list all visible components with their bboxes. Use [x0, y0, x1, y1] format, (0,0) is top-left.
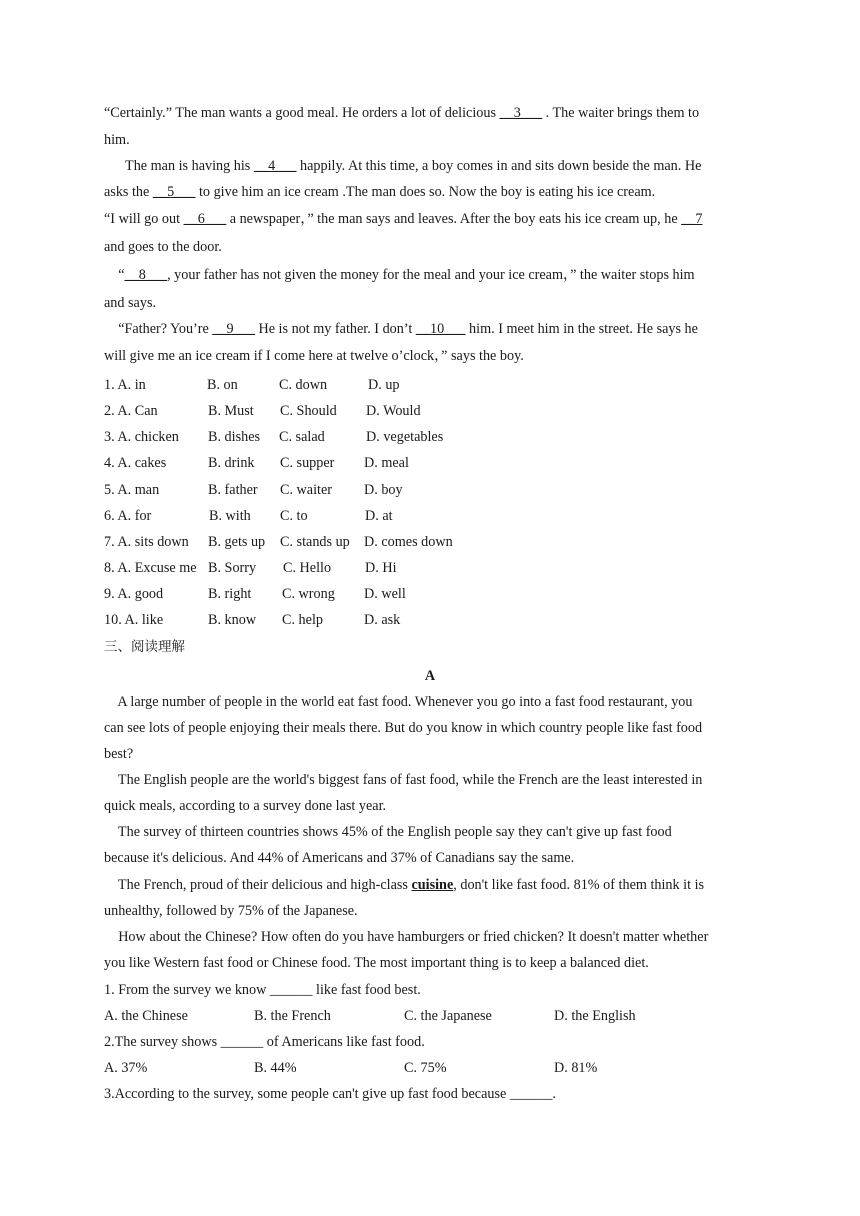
q1-d: D. up — [368, 377, 400, 393]
q2-b: B. Must — [208, 403, 254, 419]
passage-line-9: unhealthy, followed by 75% of the Japanese. — [104, 903, 358, 919]
cuisine-word: cuisine — [411, 877, 454, 893]
q4-d: D. meal — [364, 455, 409, 471]
q2-d: D. Would — [366, 403, 421, 419]
blank-7: __7 — [681, 211, 703, 227]
blank-4: __4___ — [253, 158, 297, 174]
q8-c: C. Hello — [283, 560, 332, 576]
q1-num: 1. A. in — [104, 377, 146, 393]
cloze-line-2: him. — [104, 132, 130, 148]
reading-q2-a: A. 37% — [104, 1060, 148, 1076]
q2-c: C. Should — [280, 403, 337, 419]
cloze-line-10: will give me an ice cream if I come here at twelve o’clock，” says the boy. — [104, 348, 524, 364]
cloze-line-4: asks the __5___ to give him an ice cream .The man does so. Now the boy is eating his ice cream. — [104, 184, 656, 200]
reading-q1-d: D. the English — [554, 1008, 636, 1024]
q8-b: B. Sorry — [208, 560, 257, 576]
q5-c: C. waiter — [280, 482, 333, 498]
reading-q2-b: B. 44% — [254, 1060, 297, 1076]
q3-b: B. dishes — [208, 429, 261, 445]
cloze-line-7: “__8___, your father has not given the money for the meal and your ice cream，” the waiter stops him — [104, 267, 695, 283]
passage-line-6: The survey of thirteen countries shows 45% of the English people say they can't give up fast food — [104, 824, 672, 840]
q10-d: D. ask — [364, 612, 401, 628]
cloze-line-3: The man is having his __4___ happily. At this time, a boy comes in and sits down beside the man. He — [104, 158, 702, 174]
reading-q2-d: D. 81% — [554, 1060, 598, 1076]
q5-d: D. boy — [364, 482, 403, 498]
blank-3: __3___ — [499, 105, 543, 121]
q2-num: 2. A. Can — [104, 403, 158, 419]
q7-b: B. gets up — [208, 534, 266, 550]
reading-q3: 3.According to the survey, some people can't give up fast food because ______. — [104, 1086, 556, 1102]
passage-line-2: can see lots of people enjoying their meals there. But do you know in which country people like fast food — [104, 720, 703, 736]
reading-q2: 2.The survey shows ______ of Americans like fast food. — [104, 1034, 425, 1050]
q9-c: C. wrong — [282, 586, 335, 602]
q10-c: C. help — [282, 612, 323, 628]
q9-b: B. right — [208, 586, 252, 602]
q3-num: 3. A. chicken — [104, 429, 179, 445]
q6-d: D. at — [365, 508, 393, 524]
passage-label: A — [424, 668, 436, 684]
passage-line-11: you like Western fast food or Chinese food. The most important thing is to keep a balanced diet. — [104, 955, 649, 971]
reading-q1: 1. From the survey we know ______ like fast food best. — [104, 982, 421, 998]
reading-q1-b: B. the French — [254, 1008, 331, 1024]
q10-b: B. know — [208, 612, 257, 628]
cloze-line-9: “Father? You’re __9___ He is not my father. I don’t __10___ him. I meet him in the street. He says he — [104, 321, 698, 337]
passage-line-1: A large number of people in the world eat fast food. Whenever you go into a fast food restaurant, you — [104, 694, 693, 710]
q9-num: 9. A. good — [104, 586, 164, 602]
passage-line-10: How about the Chinese? How often do you have hamburgers or fried chicken? It doesn't matter whether — [104, 929, 709, 945]
q7-d: D. comes down — [364, 534, 453, 550]
q5-b: B. father — [208, 482, 258, 498]
cloze-line-8: and says. — [104, 295, 157, 311]
reading-q1-c: C. the Japanese — [404, 1008, 492, 1024]
cloze-line-1: “Certainly.” The man wants a good meal. He orders a lot of delicious __3___ . The waiter brings them to — [104, 105, 700, 121]
blank-8: __8___ — [124, 267, 168, 283]
q5-num: 5. A. man — [104, 482, 160, 498]
passage-line-3: best? — [104, 746, 134, 762]
cloze-line-6: and goes to the door. — [104, 239, 222, 255]
passage-line-5: quick meals, according to a survey done last year. — [104, 798, 387, 814]
cloze-line-5: “I will go out __6___ a newspaper，” the man says and leaves. After the boy eats his ice cream up, he __7 — [104, 211, 703, 227]
q1-c: C. down — [279, 377, 328, 393]
blank-9: __9___ — [212, 321, 255, 337]
q7-num: 7. A. sits down — [104, 534, 189, 550]
passage-line-7: because it's delicious. And 44% of Americans and 37% of Canadians say the same. — [104, 850, 575, 866]
reading-q2-c: C. 75% — [404, 1060, 447, 1076]
blank-5: __5___ — [152, 184, 196, 200]
passage-line-4: The English people are the world's biggest fans of fast food, while the French are the least interested in — [104, 772, 703, 788]
q4-b: B. drink — [208, 455, 255, 471]
q1-b: B. on — [207, 377, 238, 393]
q4-c: C. supper — [280, 455, 335, 471]
section-title: 三、阅读理解 — [104, 639, 185, 655]
q6-c: C. to — [280, 508, 308, 524]
q6-b: B. with — [209, 508, 251, 524]
q8-d: D. Hi — [365, 560, 397, 576]
q4-num: 4. A. cakes — [104, 455, 167, 471]
q3-c: C. salad — [279, 429, 325, 445]
blank-10: __10___ — [415, 321, 466, 337]
q9-d: D. well — [364, 586, 406, 602]
q6-num: 6. A. for — [104, 508, 152, 524]
q3-d: D. vegetables — [366, 429, 444, 445]
q10-num: 10. A. like — [104, 612, 164, 628]
reading-q1-a: A. the Chinese — [104, 1008, 188, 1024]
q7-c: C. stands up — [280, 534, 350, 550]
blank-6: __6___ — [183, 211, 227, 227]
q8-num: 8. A. Excuse me — [104, 560, 197, 576]
passage-line-8: The French, proud of their delicious and high-class cuisine, don't like fast food. 81% of them think it is — [104, 877, 705, 893]
